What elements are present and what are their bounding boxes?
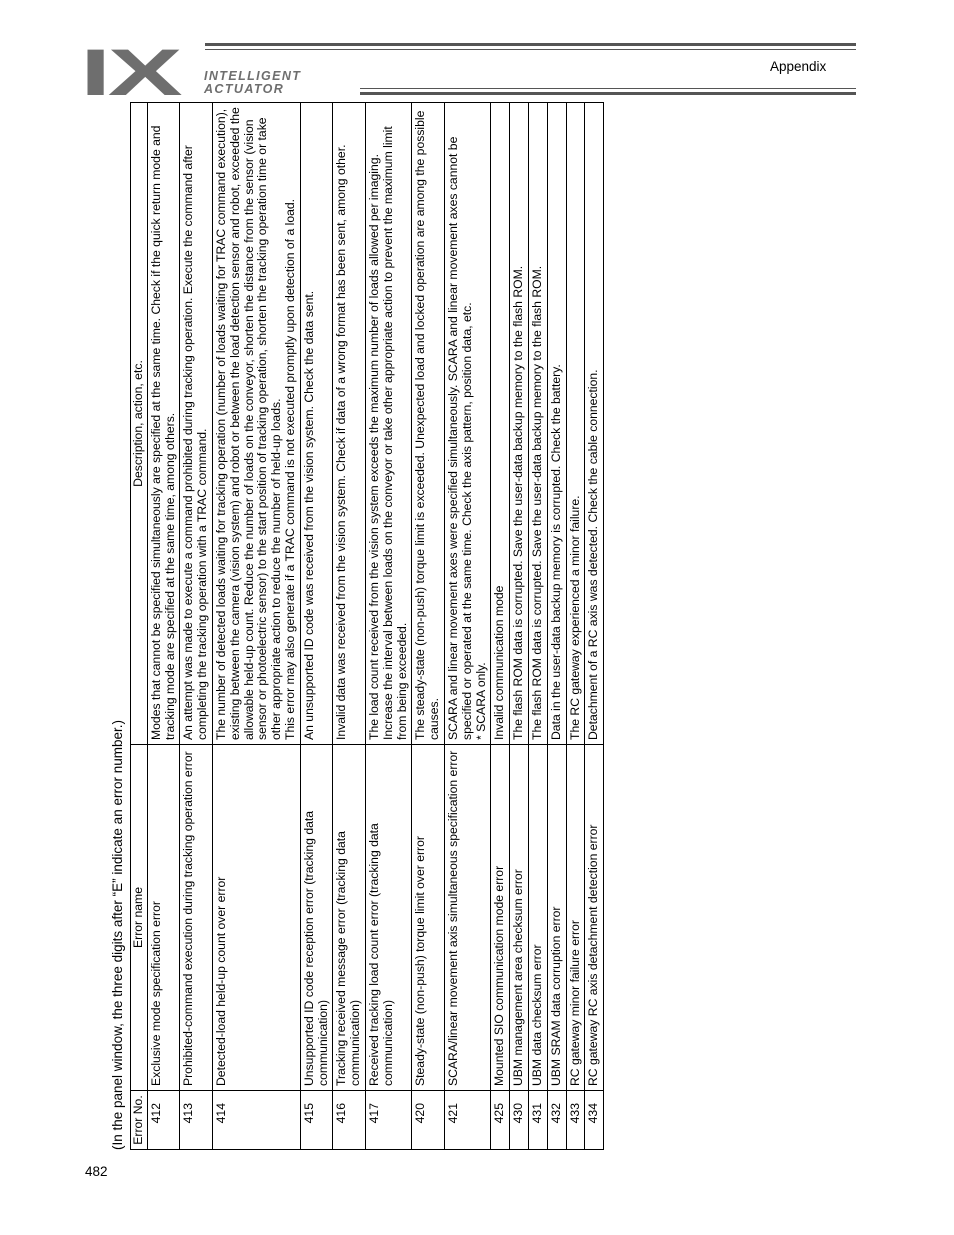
error-description [180,103,213,745]
error-description [444,103,490,745]
error-description [491,103,510,745]
table-row [585,103,604,1150]
error-name: Exclusive mode specification error [147,745,180,1091]
error-number: 414 [212,1091,300,1150]
error-number: 432 [547,1091,566,1150]
logo-line-1: INTELLIGENT [204,69,302,83]
error-number: 413 [180,1091,213,1150]
error-number: 425 [491,1091,510,1150]
error-number: 430 [510,1091,529,1150]
error-number: 431 [528,1091,547,1150]
error-name: SCARA/linear movement axis simultaneous specification error [444,745,490,1091]
table-row [212,103,300,1150]
logo-wordmark [204,70,301,96]
error-description [547,103,566,745]
error-name: Steady-state (non-push) torque limit over error [412,745,445,1091]
error-description [365,103,411,745]
error-name: Unsupported ID code reception error (tracking data communication) [300,745,333,1091]
description-line: Invalid communication mode [492,585,507,740]
table-row [333,103,366,1150]
description-line: Detachment of a RC axis was detected. Check the cable connection. [586,369,601,740]
header-rule [360,92,856,95]
header-error-no: Error No. [131,1091,148,1150]
table-note: (In the panel window, the three digits after “E” indicate an error number.) [110,720,125,1150]
error-name: Prohibited-command execution during tracking operation error [180,745,213,1091]
error-number: 412 [147,1091,180,1150]
table-row [180,103,213,1150]
error-number: 434 [585,1091,604,1150]
error-name: RC gateway minor failure error [566,745,585,1091]
table-row [147,103,180,1150]
table-row [491,103,510,1150]
error-description [147,103,180,745]
description-line: This error may also generate if a TRAC command is not executed promptly upon detection of a load. [282,198,297,740]
description-line: SCARA and linear movement axes were specified simultaneously. SCARA and linear movement axes cannot be specified or operated at the same time. Check the axis pattern, position data, etc. [445,136,474,740]
header-rule [205,49,856,50]
error-number: 433 [566,1091,585,1150]
logo-line-2: ACTUATOR [204,82,285,96]
error-name: RC gateway RC axis detachment detection error [585,745,604,1091]
error-name: Mounted SIO communication mode error [491,745,510,1091]
error-description [412,103,445,745]
description-line: The steady-state (non-push) torque limit is exceeded. Unexpected load and locked operation are among the possible causes. [413,110,442,740]
error-description [212,103,300,745]
header-rule [360,88,856,89]
description-line: Data in the user-data backup memory is corrupted. Check the battery. [548,364,563,740]
table-header-row [131,103,148,1150]
logo-mark: IX [80,35,180,109]
description-line: The number of detected loads waiting for tracking operation (number of loads waiting for TRAC command execution), existing between the camera (vision system) and robot or between the load detection sensor and robot, exceeded the allowable held-up count. Reduce the number of loads on the conveyor, shorten the distance from the sensor (vision sensor or photoelectric sensor) to the start position of tracking operation, shorten the tracking operation time or take other appropriate action to reduce the number of held-up loads. [213,107,284,740]
table-row [412,103,445,1150]
header-rule [205,43,856,46]
page-number: 482 [85,1164,108,1179]
table-row [365,103,411,1150]
table-body [147,103,603,1150]
description-line: An unsupported ID code was received from the vision system. Check the data sent. [301,290,316,740]
error-description [585,103,604,745]
table-row [528,103,547,1150]
error-number: 415 [300,1091,333,1150]
description-line: The load count received from the vision system exceeds the maximum number of loads allowed per imaging. Increase the interval between loads on the conveyor or take other appropriate action to prevent the maximum limit from being exceeded. [366,126,409,740]
description-line: The flash ROM data is corrupted. Save the user-data backup memory to the flash ROM. [529,265,544,740]
description-line: Modes that cannot be specified simultaneously are specified at the same time. Check if the quick return mode and tracking mode are specified at the same time, among others. [148,125,177,740]
error-number: 421 [444,1091,490,1150]
error-name: Tracking received message error (tracking data communication) [333,745,366,1091]
section-title: Appendix [770,59,827,74]
error-description [528,103,547,745]
description-line: An attempt was made to execute a command prohibited during tracking operation. Execute the command after completing the tracking operation with a TRAC command. [181,145,210,740]
description-line: The RC gateway experienced a minor failure. [567,495,582,740]
header-description: Description, action, etc. [131,103,148,745]
error-table [130,102,604,1150]
error-name: UBM SRAM data corruption error [547,745,566,1091]
table-row [300,103,333,1150]
error-name: UBM management area checksum error [510,745,529,1091]
error-name: Received tracking load count error (tracking data communication) [365,745,411,1091]
error-number: 416 [333,1091,366,1150]
error-description [566,103,585,745]
table-row [566,103,585,1150]
rotated-content [110,107,773,1150]
error-number: 417 [365,1091,411,1150]
error-name: Detected-load held-up count over error [212,745,300,1091]
error-number: 420 [412,1091,445,1150]
company-logo [80,35,370,109]
description-line: The flash ROM data is corrupted. Save the user-data backup memory to the flash ROM. [511,265,526,740]
description-line: * SCARA only. [473,662,488,740]
error-description [333,103,366,745]
table-row [444,103,490,1150]
table-row [547,103,566,1150]
description-line: Invalid data was received from the vision system. Check if data of a wrong format has been sent, among other. [334,144,349,740]
error-description [510,103,529,745]
error-description [300,103,333,745]
header-error-name: Error name [131,745,148,1091]
error-name: UBM data checksum error [528,745,547,1091]
table-row [510,103,529,1150]
